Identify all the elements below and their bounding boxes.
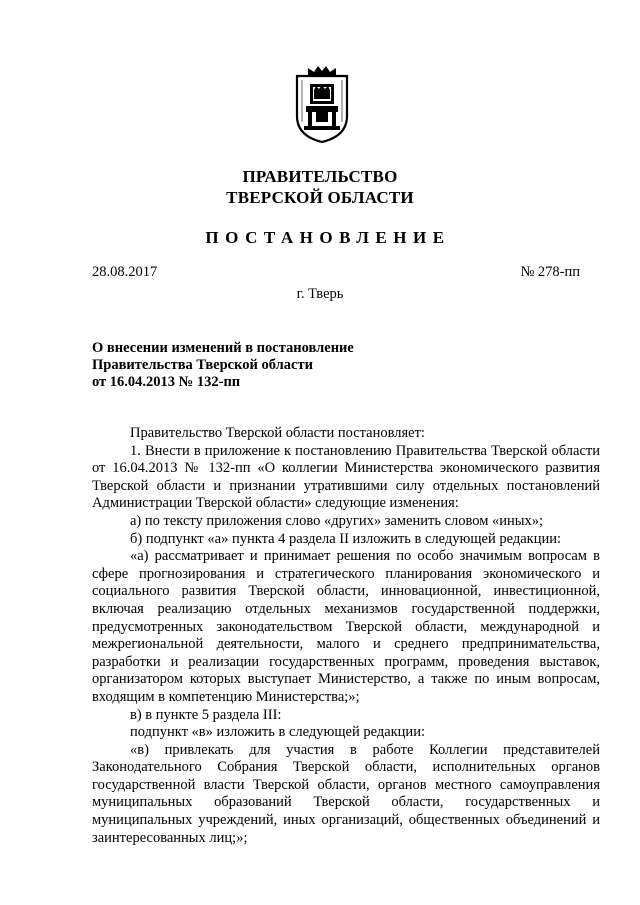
subject-line2: Правительства Тверской области <box>92 357 313 373</box>
document-body <box>92 425 600 847</box>
government-title <box>0 166 640 208</box>
government-title-line2: ТВЕРСКОЙ ОБЛАСТИ <box>226 188 414 207</box>
body-paragraph: в) в пункте 5 раздела III: <box>130 706 282 723</box>
document-number: № 278-пп <box>520 264 580 280</box>
body-paragraph: подпункт «в» изложить в следующей редакции: <box>130 724 425 741</box>
document-subject <box>92 340 354 391</box>
body-paragraph: «в) привлекать для участия в работе Коллегии представителей Законодательного Собрания Тверской области, исполнительных органов государственной власти Тверской области, органов местного самоуправления муниципальных образований Тверской области, государственных и муниципальных учреждений, иных организаций, общественных объединений и заинтересованных лиц;»; <box>92 741 600 846</box>
body-paragraph: «а) рассматривает и принимает решения по особо значимым вопросам в сфере прогнозирования и стратегического планирования экономического и социального развития Тверской области, инновационной, инвестиционной, включая реализацию отдельных механизмов государственной поддержки, предусмотренных законодательством Тверской области, международной и межрегиональной деятельности, малого и среднего предпринимательства, разработки и реализации государственных программ, проведения выставок, организатором которых выступает Министерство, а также по иным вопросам, входящим в компетенцию Министерства;»; <box>92 548 600 705</box>
document-type: ПОСТАНОВЛЕНИЕ <box>205 228 451 247</box>
document-date: 28.08.2017 <box>92 264 158 280</box>
subject-line3: от 16.04.2013 № 132-пп <box>92 374 241 390</box>
body-paragraph: 1. Внести в приложение к постановлению Правительства Тверской области от 16.04.2013 № 132-пп «О коллегии Министерства экономического развития Тверской области и признании утратившими силу отдельных постановлений Администрации Тверской области» следующие изменения: <box>92 442 600 512</box>
tver-coat-of-arms-icon <box>294 66 350 144</box>
body-paragraph: б) подпункт «а» пункта 4 раздела II изложить в следующей редакции: <box>130 530 562 547</box>
subject-line1: О внесении изменений в постановление <box>92 340 354 356</box>
government-title-line1: ПРАВИТЕЛЬСТВО <box>242 167 398 186</box>
document-city: г. Тверь <box>296 286 344 302</box>
body-paragraph: а) по тексту приложения слово «других» заменить словом «иных»; <box>130 512 544 529</box>
body-paragraph: Правительство Тверской области постановляет: <box>130 425 425 441</box>
